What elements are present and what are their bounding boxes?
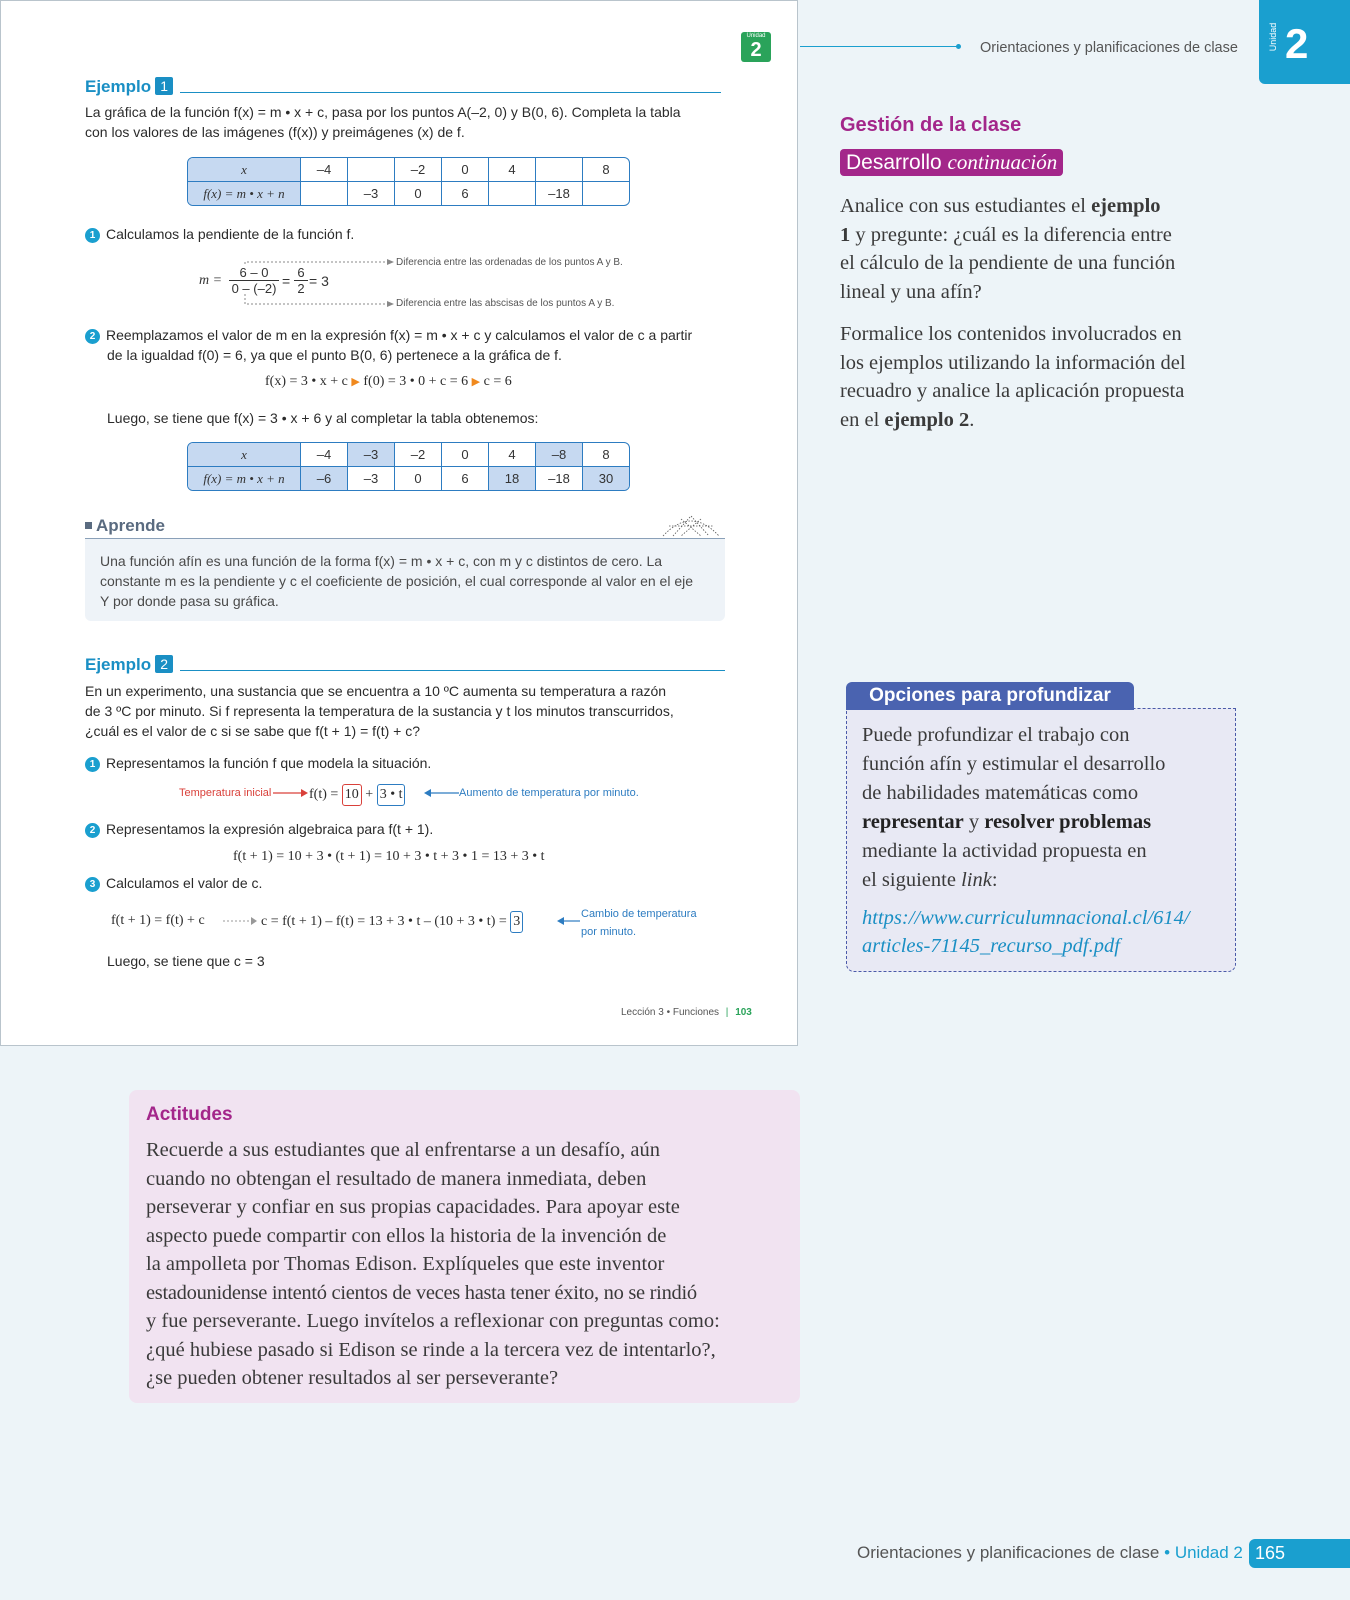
page-number: 165 <box>1255 1543 1286 1563</box>
table-row-header: x <box>188 158 301 182</box>
text-line: estadounidense intentó cientos de veces hasta tener éxito, no se rindió <box>146 1281 697 1304</box>
text-line <box>862 808 1165 837</box>
text-bold: ejemplo 2 <box>884 408 970 431</box>
page-footer <box>857 1543 1243 1563</box>
arrow-left-icon <box>556 916 580 926</box>
step-text: Reemplazamos el valor de m en la expresión f(x) = m • x + c y calculamos el valor de c a partir <box>106 327 693 343</box>
step-number: 2 <box>85 823 100 838</box>
gestion-title: Gestión de la clase <box>840 114 1022 136</box>
ejemplo1-heading <box>85 77 173 97</box>
ejemplo2-step2 <box>85 819 433 839</box>
step-text: Calculamos el valor de c. <box>106 875 263 891</box>
text-fragment: Analice con sus estudiantes el <box>840 195 1092 217</box>
text-bold: resolver problemas <box>984 811 1152 833</box>
unit-badge-label: Unidad <box>746 33 766 39</box>
text-line <box>862 866 1165 895</box>
text-fragment: el siguiente <box>862 869 962 891</box>
table-row <box>188 443 629 467</box>
actitudes-text <box>146 1136 796 1393</box>
text-bold: 1 <box>840 223 851 246</box>
table-cell <box>489 182 536 205</box>
table-row <box>188 182 629 205</box>
table-cell: –18 <box>536 182 583 205</box>
ejemplo1-title: Ejemplo <box>85 77 152 96</box>
table-cell: –2 <box>395 443 442 467</box>
step2-text-line2: de la igualdad f(0) = 6, ya que el punto B(0, 6) pertenece a la gráfica de f. <box>107 347 562 363</box>
ejemplo1-luego: Luego, se tiene que f(x) = 3 • x + 6 y al completar la tabla obtenemos: <box>107 410 539 426</box>
label-aumento: Aumento de temperatura por minuto. <box>459 787 639 799</box>
text-line: la ampolleta por Thomas Edison. Explíqueles que este inventor <box>146 1253 665 1275</box>
initial-temp-box: 10 <box>342 784 362 806</box>
step3-right-equation: c = f(t + 1) – f(t) = 13 + 3 • t – (10 + 3 • t) = <box>261 914 507 929</box>
table-cell: –3 <box>348 182 395 205</box>
values-table-complete <box>187 442 630 491</box>
actitudes-title: Actitudes <box>146 1104 233 1125</box>
function-model <box>309 784 405 806</box>
label-temperatura-inicial: Temperatura inicial <box>179 787 272 799</box>
ejemplo2-step1 <box>85 753 431 773</box>
ejemplo1-step2 <box>85 325 692 345</box>
table-cell: –4 <box>301 158 348 182</box>
arrow-left-icon <box>423 788 459 798</box>
student-page <box>0 0 798 1046</box>
ejemplo2-step3 <box>85 873 262 893</box>
text-fragment: y <box>963 811 985 833</box>
table-cell <box>583 182 629 205</box>
table-cell: 0 <box>395 467 442 490</box>
text-line: ¿se pueden obtener resultados al ser perseverante? <box>146 1367 559 1389</box>
table-cell: 0 <box>442 158 489 182</box>
student-page-footer <box>621 1007 752 1018</box>
arrow-right-icon <box>273 788 309 798</box>
text-line: y fue perseverante. Luego invítelos a reflexionar con preguntas como: <box>146 1310 720 1332</box>
table-cell <box>348 158 395 182</box>
step3-right <box>261 911 523 933</box>
ejemplo2-luego: Luego, se tiene que c = 3 <box>107 953 265 969</box>
function-label: f(t) = <box>309 787 339 802</box>
text-fragment: : <box>991 869 998 891</box>
text-line: Puede profundizar el trabajo con <box>862 724 1130 746</box>
table-cell: –8 <box>536 443 583 467</box>
unit-tab <box>1259 0 1350 84</box>
table-cell <box>301 182 348 205</box>
table-cell: –4 <box>301 443 348 467</box>
step-number: 1 <box>85 228 100 243</box>
opciones-text <box>862 721 1165 895</box>
text-line: Formalice los contenidos involucrados en <box>840 323 1182 345</box>
table-cell: 4 <box>489 443 536 467</box>
footer-text: Orientaciones y planificaciones de clase <box>857 1543 1160 1562</box>
step-text: Calculamos la pendiente de la función f. <box>106 226 355 242</box>
text-fragment: . <box>969 408 975 431</box>
table-cell: –18 <box>536 467 583 490</box>
table-row-header: f(x) = m • x + n <box>188 182 301 205</box>
desarrollo-banner <box>840 149 1063 176</box>
text-line: perseverar y confiar en sus propias capacidades. Para apoyar este <box>146 1196 680 1218</box>
footer-separator: | <box>725 1007 729 1018</box>
label-cambio-line1: Cambio de temperatura <box>581 908 697 920</box>
unit-badge-number: 2 <box>750 39 762 61</box>
ejemplo2-number: 2 <box>155 655 173 673</box>
aprende-title: Aprende <box>96 516 165 535</box>
step-text: Representamos la función f que modela la situación. <box>106 755 432 771</box>
step-text: Representamos la expresión algebraica para f(t + 1). <box>106 821 434 837</box>
continuacion-label: continuación <box>947 150 1058 174</box>
unit-tab-number: 2 <box>1285 20 1309 67</box>
values-table-incomplete <box>187 157 630 206</box>
text-line <box>840 221 1175 250</box>
text-line: lineal y una afín? <box>840 280 982 303</box>
table-cell: –2 <box>395 158 442 182</box>
fraction-numerator: 6 <box>294 265 308 281</box>
text-italic: link <box>961 869 992 891</box>
text-line <box>840 192 1175 221</box>
arrow-right-icon: ▶ <box>471 376 481 388</box>
table-cell: 8 <box>583 443 629 467</box>
ejemplo1-step1 <box>85 224 354 244</box>
student-page-number: 103 <box>735 1007 752 1018</box>
text-bold: ejemplo <box>1091 195 1161 217</box>
table-cell: –3 <box>348 467 395 490</box>
text-line: función afín y estimular el desarrollo <box>862 753 1166 775</box>
step-number: 1 <box>85 757 100 772</box>
table-cell: 6 <box>442 467 489 490</box>
plus-sign: + <box>365 787 374 802</box>
table-row-header: x <box>188 443 301 467</box>
text-line: mediante la actividad propuesta en <box>862 840 1147 862</box>
formula-equals: = <box>282 273 291 289</box>
text-line: el cálculo de la pendiente de una función <box>840 252 1176 274</box>
step-number: 2 <box>85 329 100 344</box>
ejemplo1-statement-line1: La gráfica de la función f(x) = m • x + c, pasa por los puntos A(–2, 0) y B(0, 6). Completa la tabla <box>85 104 681 120</box>
text-fragment: y pregunte: ¿cuál es la diferencia entre <box>850 223 1172 246</box>
ejemplo2-line2: de 3 ºC por minuto. Si f representa la temperatura de la sustancia y t los minutos transcurridos, <box>85 703 674 719</box>
text-line: los ejemplos utilizando la información del <box>840 351 1186 374</box>
aprende-heading <box>85 516 165 536</box>
desarrollo-label: Desarrollo <box>846 151 942 174</box>
aprende-line1: Una función afín es una función de la forma f(x) = m • x + c, con m y c distintos de cero. La <box>100 553 663 569</box>
ejemplo2-rule <box>180 670 725 671</box>
fraction-denominator: 0 – (–2) <box>231 281 277 296</box>
table-cell: 8 <box>583 158 629 182</box>
table-row-header: f(x) = m • x + n <box>188 467 301 490</box>
table-row <box>188 158 629 182</box>
note-abscisas: Diferencia entre las abscisas de los puntos A y B. <box>396 298 615 309</box>
equation: c = 6 <box>483 374 512 389</box>
dotted-arrow-icon <box>223 916 259 926</box>
fraction-denominator: 2 <box>297 281 305 296</box>
text-bold: representar <box>862 811 964 833</box>
resource-link[interactable] <box>862 904 1190 960</box>
ejemplo2-title: Ejemplo <box>85 655 152 674</box>
equation: f(x) = 3 • x + c <box>265 374 348 389</box>
annotation-arrows <box>237 256 397 311</box>
text-line: Recuerde a sus estudiantes que al enfrentarse a un desafío, aún <box>146 1139 661 1161</box>
equation: f(0) = 3 • 0 + c = 6 <box>363 374 469 389</box>
formula-m: m = <box>199 273 223 288</box>
lesson-label: Lección 3 • Funciones <box>621 1007 720 1018</box>
table-cell: 6 <box>442 182 489 205</box>
result-box: 3 <box>510 911 523 933</box>
ejemplo1-number: 1 <box>155 77 173 95</box>
text-line: recuadro y analice la aplicación propuesta <box>840 380 1185 402</box>
table-row <box>188 467 629 490</box>
geodesic-dome-icon <box>659 510 723 538</box>
unit-tab-label: Unidad <box>1268 22 1278 52</box>
ejemplo1-statement-line2: con los valores de las imágenes (f(x)) y preimágenes (x) de f. <box>85 124 465 140</box>
table-cell: 4 <box>489 158 536 182</box>
ejemplo2-line3: ¿cuál es el valor de c si se sabe que f(t + 1) = f(t) + c? <box>85 723 420 739</box>
label-cambio-line2: por minuto. <box>581 926 637 938</box>
text-line: ¿qué hubiese pasado si Edison se rinde a la tercera vez de intentarlo?, <box>146 1338 716 1361</box>
aprende-line3: Y por donde pasa su gráfica. <box>100 593 279 609</box>
gestion-paragraph-1 <box>840 192 1175 306</box>
ejemplo2-line1: En un experimento, una sustancia que se encuentra a 10 ºC aumenta su temperatura a razón <box>85 683 667 699</box>
step3-left-equation: f(t + 1) = f(t) + c <box>111 913 205 928</box>
link-line2[interactable]: articles-71145_recurso_pdf.pdf <box>862 935 1120 957</box>
arrow-right-icon: ▶ <box>351 376 360 388</box>
page-number-tab <box>1249 1539 1350 1568</box>
step2-equations <box>265 372 512 392</box>
table-cell: –6 <box>301 467 348 490</box>
opciones-title: Opciones para profundizar <box>846 682 1134 710</box>
text-line: aspecto puede compartir con ellos la historia de la invención de <box>146 1224 667 1247</box>
unit-badge <box>741 32 771 62</box>
table-cell: 30 <box>583 467 629 490</box>
square-bullet-icon <box>85 522 92 529</box>
footer-separator: • <box>1164 1543 1171 1562</box>
table-cell: 0 <box>442 443 489 467</box>
rate-term-box: 3 • t <box>377 784 406 806</box>
text-fragment: en el <box>840 408 885 431</box>
header-title: Orientaciones y planificaciones de clase <box>980 40 1238 56</box>
table-cell <box>536 158 583 182</box>
step-number: 3 <box>85 877 100 892</box>
table-cell: –3 <box>348 443 395 467</box>
fraction-numerator: 6 – 0 <box>229 265 279 281</box>
text-line: cuando no obtengan el resultado de manera inmediata, deben <box>146 1167 647 1190</box>
header-rule-dot <box>956 44 961 49</box>
formula-result: = 3 <box>309 273 329 289</box>
footer-unit: Unidad 2 <box>1174 1543 1243 1562</box>
table-cell: 0 <box>395 182 442 205</box>
label-cambio <box>581 905 697 941</box>
ejemplo2-heading <box>85 655 173 675</box>
aprende-line2: constante m es la pendiente y c el coeficiente de posición, el cual corresponde al valor en el eje <box>100 573 694 589</box>
note-ordenadas: Diferencia entre las ordenadas de los puntos A y B. <box>396 257 623 268</box>
step2-equation: f(t + 1) = 10 + 3 • (t + 1) = 10 + 3 • t + 3 • 1 = 13 + 3 • t <box>233 849 545 864</box>
ejemplo1-rule <box>180 92 721 93</box>
text-line: de habilidades matemáticas como <box>862 782 1139 804</box>
header-rule <box>800 46 958 47</box>
table-cell: 18 <box>489 467 536 490</box>
link-line1[interactable]: https://www.curriculumnacional.cl/614/ <box>862 907 1190 929</box>
text-line <box>840 406 1186 435</box>
gestion-paragraph-2 <box>840 320 1186 434</box>
